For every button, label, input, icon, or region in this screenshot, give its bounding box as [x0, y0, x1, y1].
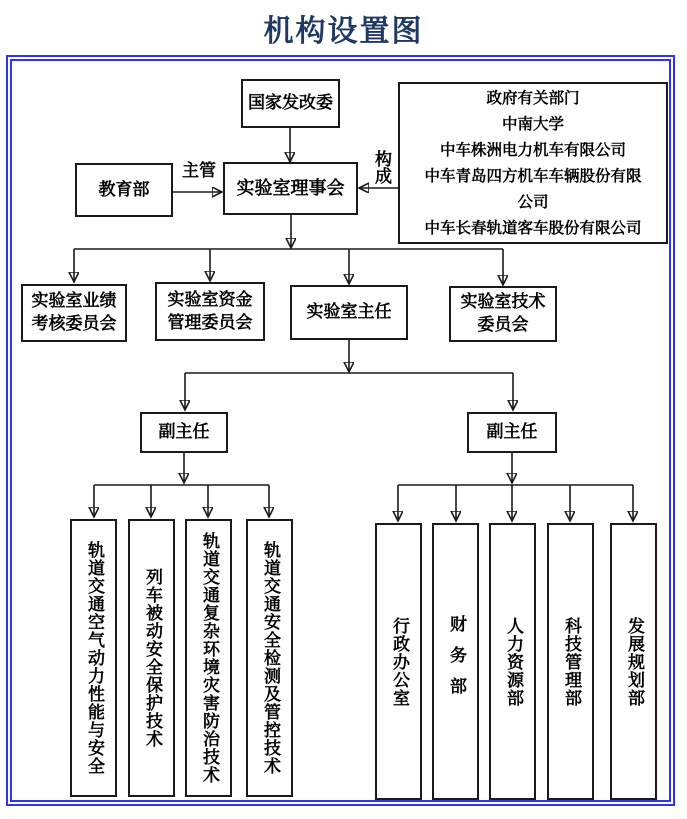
box-deputy-director-right: 副主任: [467, 412, 557, 453]
committee-line: 考核委员会: [31, 314, 117, 334]
committee-line: 管理委员会: [167, 312, 253, 333]
member-line: 公司: [517, 193, 549, 211]
box-research-division-safety-monitoring: 轨道交通安全检测及管控技术: [246, 519, 293, 797]
box-research-division-passive-safety: 列车被动安全保护技术: [128, 519, 175, 797]
box-science-tech-department: 科技管理部: [547, 523, 594, 800]
box-research-division-disaster-prevention: 轨道交通复杂环境灾害防治技术: [185, 519, 232, 797]
member-line: 中车青岛四方机车车辆股份有限: [424, 167, 642, 185]
member-line: 中车长春轨道客车股份有限公司: [424, 219, 642, 237]
box-development-planning-department: 发展规划部: [610, 523, 657, 800]
box-laboratory-council: 实验室理事会: [223, 162, 358, 215]
box-deputy-director-left: 副主任: [140, 412, 228, 453]
label-compose: 构成: [371, 150, 391, 184]
box-ministry-of-education: 教育部: [75, 163, 173, 217]
committee-line: 委员会: [477, 315, 529, 335]
box-finance-department: 财务部: [432, 523, 479, 800]
committee-line: 实验室资金: [167, 289, 253, 310]
label-supervise: 主管: [182, 161, 216, 181]
member-line: 中南大学: [501, 115, 564, 133]
box-fund-committee: [155, 282, 265, 341]
member-line: 政府有关部门: [486, 89, 580, 107]
member-line: 中车株洲电力机车有限公司: [439, 141, 626, 159]
box-council-members: [398, 82, 668, 244]
box-lab-director: 实验室主任: [290, 285, 408, 340]
committee-line: 实验室技术: [460, 292, 546, 312]
page-title: 机构设置图: [263, 14, 424, 49]
box-tech-committee: [449, 286, 557, 342]
box-research-division-aerodynamics: 轨道交通空气动力性能与安全: [70, 519, 117, 797]
box-performance-committee: [21, 284, 127, 342]
box-admin-office: 行政办公室: [375, 523, 422, 800]
box-hr-department: 人力资源部: [489, 523, 536, 800]
committee-line: 实验室业绩: [31, 291, 117, 311]
box-ndrc: 国家发改委: [241, 79, 340, 128]
